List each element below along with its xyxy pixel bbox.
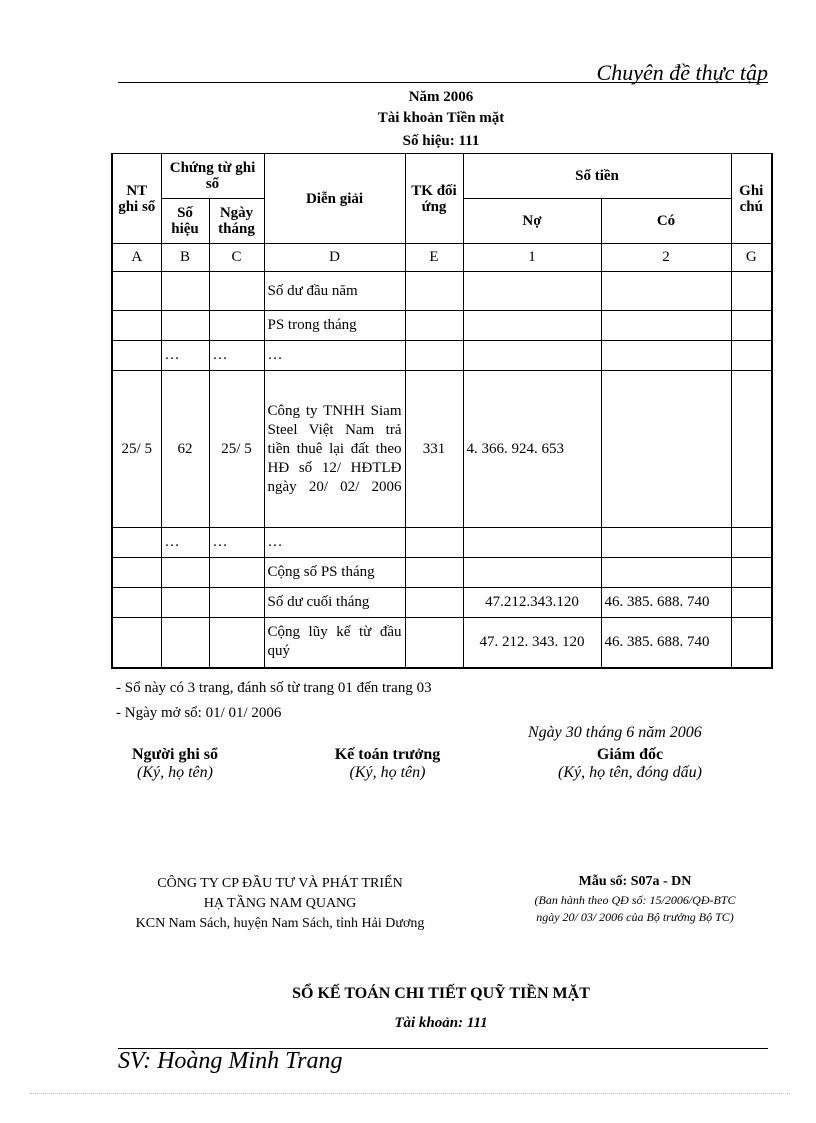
recorder-signature xyxy=(100,746,250,782)
code-row xyxy=(112,244,772,272)
signature-date: Ngày 30 tháng 6 năm 2006 xyxy=(528,724,702,741)
counter-account-cell xyxy=(405,272,463,311)
form-citation-line1: (Ban hành theo QĐ số: 15/2006/QĐ-BTC xyxy=(534,893,736,907)
book-account: Tài khoản: 111 xyxy=(394,1015,488,1031)
voucher-no-cell xyxy=(161,272,209,311)
note-cell xyxy=(731,311,772,341)
credit-cell xyxy=(601,311,731,341)
note-cell xyxy=(731,341,772,371)
table-row xyxy=(112,618,772,668)
credit-cell: 46. 385. 688. 740 xyxy=(601,618,731,668)
debit-cell xyxy=(463,272,601,311)
note-cell xyxy=(731,371,772,528)
open-date-note: - Ngày mở sổ: 01/ 01/ 2006 xyxy=(116,705,282,721)
voucher-date-cell xyxy=(209,558,264,588)
credit-cell xyxy=(601,528,731,558)
code-cell: D xyxy=(264,244,405,272)
note-cell xyxy=(731,528,772,558)
credit-cell xyxy=(601,371,731,528)
credit-cell xyxy=(601,558,731,588)
code-cell: A xyxy=(112,244,161,272)
company-name-line1: CÔNG TY CP ĐẦU TƯ VÀ PHÁT TRIỂN xyxy=(157,876,403,891)
description-cell: … xyxy=(264,341,405,371)
form-citation-line2: ngày 20/ 03/ 2006 của Bộ trưởng Bộ TC) xyxy=(536,910,734,924)
debit-cell xyxy=(463,558,601,588)
chief-title: Kế toán trưởng xyxy=(334,746,441,763)
debit-cell: 47.212.343.120 xyxy=(463,588,601,618)
document-header-title: Chuyên đề thực tập xyxy=(596,60,768,85)
company-name-line2: HẠ TẦNG NAM QUANG xyxy=(203,896,357,911)
table-row xyxy=(112,272,772,311)
voucher-date-cell: … xyxy=(209,528,264,558)
recorder-note: (Ký, họ tên) xyxy=(137,764,213,781)
form-code-block xyxy=(490,872,780,926)
note-cell xyxy=(731,558,772,588)
recorder-title: Người ghi sổ xyxy=(131,746,219,763)
description-cell: Số dư cuối tháng xyxy=(264,588,405,618)
code-cell: 2 xyxy=(601,244,731,272)
voucher-date-cell xyxy=(209,618,264,668)
company-block xyxy=(95,874,465,934)
chief-accountant-signature xyxy=(305,746,470,782)
ledger-account-code: Số hiệu: 111 xyxy=(402,133,480,149)
ledger-year: Năm 2006 xyxy=(408,89,474,105)
note-cell xyxy=(731,618,772,668)
counter-account-cell xyxy=(405,558,463,588)
col-header-voucher: Chứng từ ghi sổ xyxy=(161,154,264,199)
counter-account-cell: 331 xyxy=(405,371,463,528)
debit-cell xyxy=(463,528,601,558)
form-code: Mẫu số: S07a - DN xyxy=(578,874,692,889)
credit-cell: 46. 385. 688. 740 xyxy=(601,588,731,618)
table-row xyxy=(112,311,772,341)
counter-account-cell xyxy=(405,618,463,668)
nt-cell xyxy=(112,272,161,311)
chief-note: (Ký, họ tên) xyxy=(349,764,426,781)
col-header-credit: Có xyxy=(601,199,731,244)
nt-cell xyxy=(112,558,161,588)
code-cell: 1 xyxy=(463,244,601,272)
voucher-date-cell: … xyxy=(209,341,264,371)
table-row xyxy=(112,588,772,618)
debit-cell: 47. 212. 343. 120 xyxy=(463,618,601,668)
code-cell: B xyxy=(161,244,209,272)
voucher-no-cell: … xyxy=(161,528,209,558)
description-cell: … xyxy=(264,528,405,558)
voucher-date-cell: 25/ 5 xyxy=(209,371,264,528)
description-cell: Cộng lũy kế từ đầu quý xyxy=(264,618,405,668)
description-cell: Công ty TNHH Siam Steel Việt Nam trả tiền thuê lại đất theo HĐ số 12/ HĐTLĐ ngày 20/ 02/ 2006 xyxy=(264,371,405,528)
col-header-voucher-date: Ngày tháng xyxy=(209,199,264,244)
counter-account-cell xyxy=(405,528,463,558)
voucher-date-cell xyxy=(209,272,264,311)
description-cell: Cộng số PS tháng xyxy=(264,558,405,588)
description-cell: PS trong tháng xyxy=(264,311,405,341)
voucher-no-cell: … xyxy=(161,341,209,371)
nt-cell xyxy=(112,618,161,668)
voucher-date-cell xyxy=(209,588,264,618)
book-title: SỔ KẾ TOÁN CHI TIẾT QUỸ TIỀN MẶT xyxy=(292,985,590,1002)
col-header-nt: NT ghi sổ xyxy=(112,154,161,244)
nt-cell xyxy=(112,588,161,618)
student-name: SV: Hoàng Minh Trang xyxy=(118,1048,343,1074)
table-row xyxy=(112,528,772,558)
note-cell xyxy=(731,272,772,311)
nt-cell xyxy=(112,311,161,341)
code-cell: E xyxy=(405,244,463,272)
col-header-voucher-no: Số hiệu xyxy=(161,199,209,244)
voucher-no-cell xyxy=(161,618,209,668)
header-divider xyxy=(118,82,768,83)
cash-ledger-table xyxy=(111,153,773,669)
col-header-note: Ghi chú xyxy=(731,154,772,244)
col-header-counter-account: TK đối ứng xyxy=(405,154,463,244)
counter-account-cell xyxy=(405,341,463,371)
table-row xyxy=(112,341,772,371)
debit-cell: 4. 366. 924. 653 xyxy=(463,371,601,528)
counter-account-cell xyxy=(405,588,463,618)
counter-account-cell xyxy=(405,311,463,341)
page-count-note: - Sổ này có 3 trang, đánh số từ trang 01 đến trang 03 xyxy=(116,680,432,696)
debit-cell xyxy=(463,311,601,341)
col-header-amount: Số tiền xyxy=(463,154,731,199)
voucher-no-cell xyxy=(161,311,209,341)
voucher-no-cell: 62 xyxy=(161,371,209,528)
ledger-account-name: Tài khoản Tiền mặt xyxy=(377,110,505,126)
table-row xyxy=(112,371,772,528)
voucher-no-cell xyxy=(161,588,209,618)
page-bottom-rule xyxy=(30,1093,790,1094)
director-note: (Ký, họ tên, đóng dấu) xyxy=(558,764,702,781)
col-header-debit: Nợ xyxy=(463,199,601,244)
note-cell xyxy=(731,588,772,618)
nt-cell xyxy=(112,528,161,558)
director-signature xyxy=(520,746,740,782)
director-title: Giám đốc xyxy=(596,746,664,763)
table-row xyxy=(112,558,772,588)
col-header-description: Diễn giải xyxy=(264,154,405,244)
credit-cell xyxy=(601,272,731,311)
voucher-date-cell xyxy=(209,311,264,341)
code-cell: G xyxy=(731,244,772,272)
credit-cell xyxy=(601,341,731,371)
code-cell: C xyxy=(209,244,264,272)
nt-cell: 25/ 5 xyxy=(112,371,161,528)
nt-cell xyxy=(112,341,161,371)
debit-cell xyxy=(463,341,601,371)
voucher-no-cell xyxy=(161,558,209,588)
company-address: KCN Nam Sách, huyện Nam Sách, tỉnh Hải Dương xyxy=(135,916,425,931)
description-cell: Số dư đầu năm xyxy=(264,272,405,311)
